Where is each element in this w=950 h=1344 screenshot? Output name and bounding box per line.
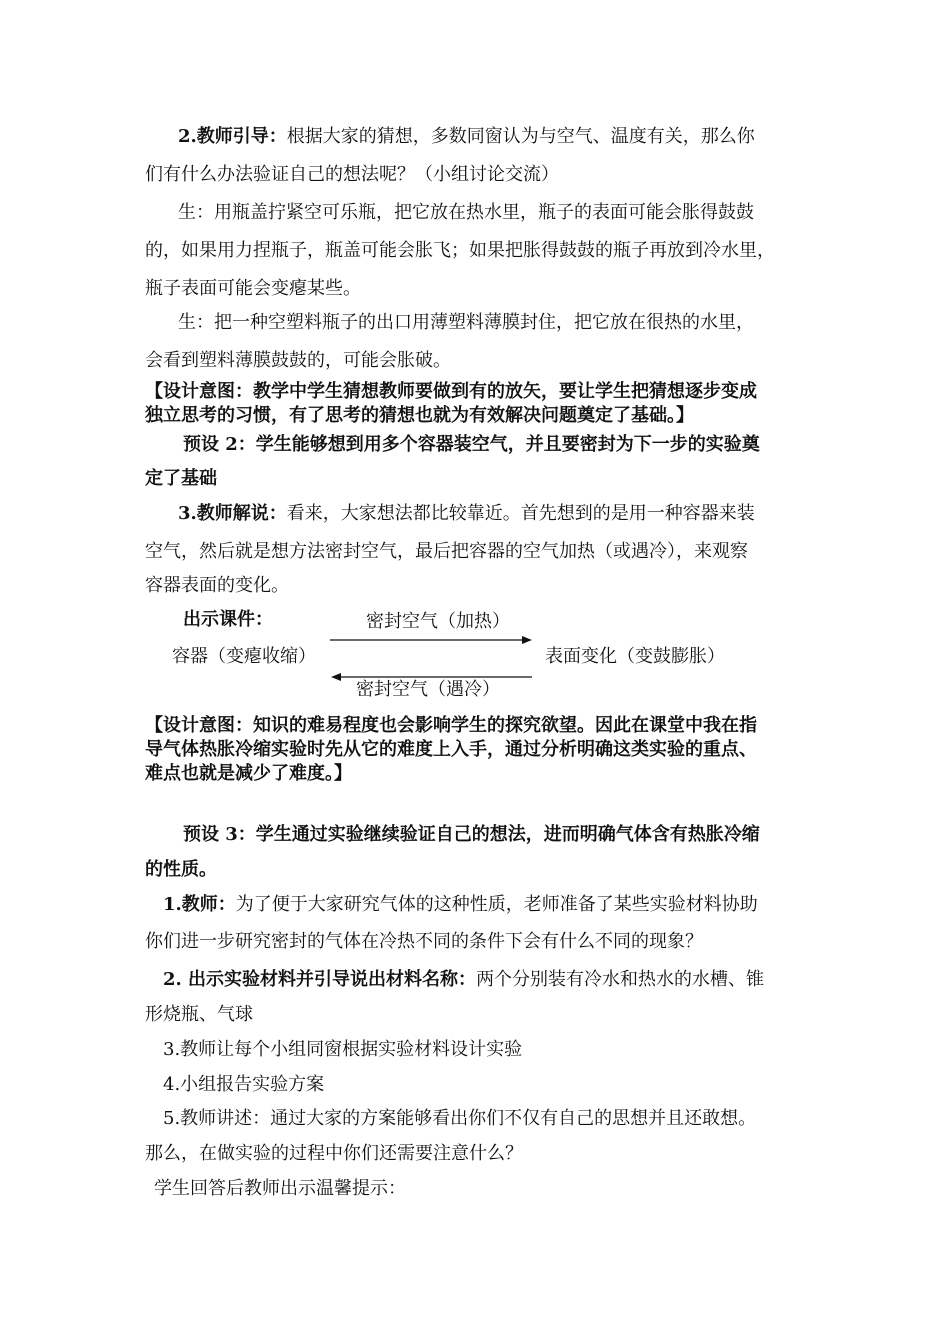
- design-intent-2-line2: 导气体热胀冷缩实验时先从它的难度上入手，通过分析明确这类实验的重点、: [145, 739, 757, 760]
- diagram-title: 出示课件：: [183, 609, 273, 630]
- diagram-top-label: 密封空气（加热）: [366, 611, 510, 632]
- step-6: 学生回答后教师出示温馨提示：: [154, 1178, 406, 1199]
- step-4: 4.小组报告实验方案: [163, 1074, 325, 1095]
- preset-3-line2: 的性质。: [145, 859, 217, 880]
- student-answer-2-line1: 生：把一种空塑料瓶子的出口用薄塑料薄膜封住，把它放在很热的水里，: [178, 312, 754, 333]
- step-1-lead: 1.教师：: [163, 894, 236, 915]
- step-2-line2: 形烧瓶、气球: [145, 1004, 253, 1025]
- design-intent-2-line3: 难点也就是减少了难度。】: [145, 763, 352, 784]
- paragraph-teacher-guide-line2: 们有什么办法验证自己的想法呢？（小组讨论交流）: [145, 164, 559, 185]
- teacher-guide-lead: 2.教师引导：: [178, 126, 287, 147]
- student-answer-1-line3: 瓶子表面可能会变瘪某些。: [145, 278, 361, 299]
- teacher-explain-text: 看来，大家想法都比较靠近。首先想到的是用一种容器来装: [286, 503, 755, 524]
- paragraph-teacher-explain-line2: 空气，然后就是想方法密封空气，最后把容器的空气加热（或遇冷），来观察: [145, 541, 748, 562]
- student-answer-2-line2: 会看到塑料薄膜鼓鼓的，可能会胀破。: [145, 350, 451, 371]
- preset-3-line1: 预设 3：学生通过实验继续验证自己的想法，进而明确气体含有热胀冷缩: [183, 824, 760, 845]
- student-answer-1-line2: 的，如果用力捏瓶子，瓶盖可能会胀飞；如果把胀得鼓鼓的瓶子再放到冷水里，: [145, 240, 775, 261]
- preset-2-line1: 预设 2：学生能够想到用多个容器装空气，并且要密封为下一步的实验奠: [183, 434, 760, 455]
- step-1-line2: 你们进一步研究密封的气体在冷热不同的条件下会有什么不同的现象？: [145, 931, 703, 952]
- step-2-lead: 2. 出示实验材料并引导说出材料名称：: [163, 969, 477, 990]
- design-intent-2-line1: 【设计意图：知识的难易程度也会影响学生的探究欲望。因此在课堂中我在指: [145, 715, 757, 736]
- step-1-text: 为了便于大家研究气体的这种性质，老师准备了某些实验材料协助: [235, 894, 758, 915]
- design-intent-1-line1: 【设计意图：教学中学生猜想教师要做到有的放矢，要让学生把猜想逐步变成: [145, 381, 757, 402]
- step-5-line1: 5.教师讲述：通过大家的方案能够看出你们不仅有自己的思想并且还敢想。: [163, 1108, 757, 1129]
- diagram-right-label: 表面变化（变鼓膨胀）: [545, 646, 725, 667]
- step-2-line1: [163, 969, 764, 991]
- teacher-explain-lead: 3.教师解说：: [178, 503, 287, 524]
- right-arrow: [330, 636, 532, 644]
- diagram-left-label: 容器（变瘪收缩）: [172, 646, 316, 667]
- diagram-bottom-label: 密封空气（遇冷）: [356, 679, 500, 700]
- step-2-text: 两个分别装有冷水和热水的水槽、锥: [476, 969, 765, 990]
- step-1-line1: [163, 894, 758, 916]
- step-3: 3.教师让每个小组同窗根据实验材料设计实验: [163, 1039, 523, 1060]
- student-answer-1-line1: 生：用瓶盖拧紧空可乐瓶，把它放在热水里，瓶子的表面可能会胀得鼓鼓: [178, 202, 754, 223]
- paragraph-teacher-explain-line3: 容器表面的变化。: [145, 575, 289, 596]
- teacher-guide-text: 根据大家的猜想，多数同窗认为与空气、温度有关，那么你: [286, 126, 755, 147]
- left-arrow: [331, 673, 532, 681]
- preset-2-line2: 定了基础: [145, 468, 217, 489]
- step-5-line2: 那么，在做实验的过程中你们还需要注意什么？: [145, 1143, 523, 1164]
- design-intent-1-line2: 独立思考的习惯，有了思考的猜想也就为有效解决问题奠定了基础。】: [145, 405, 694, 426]
